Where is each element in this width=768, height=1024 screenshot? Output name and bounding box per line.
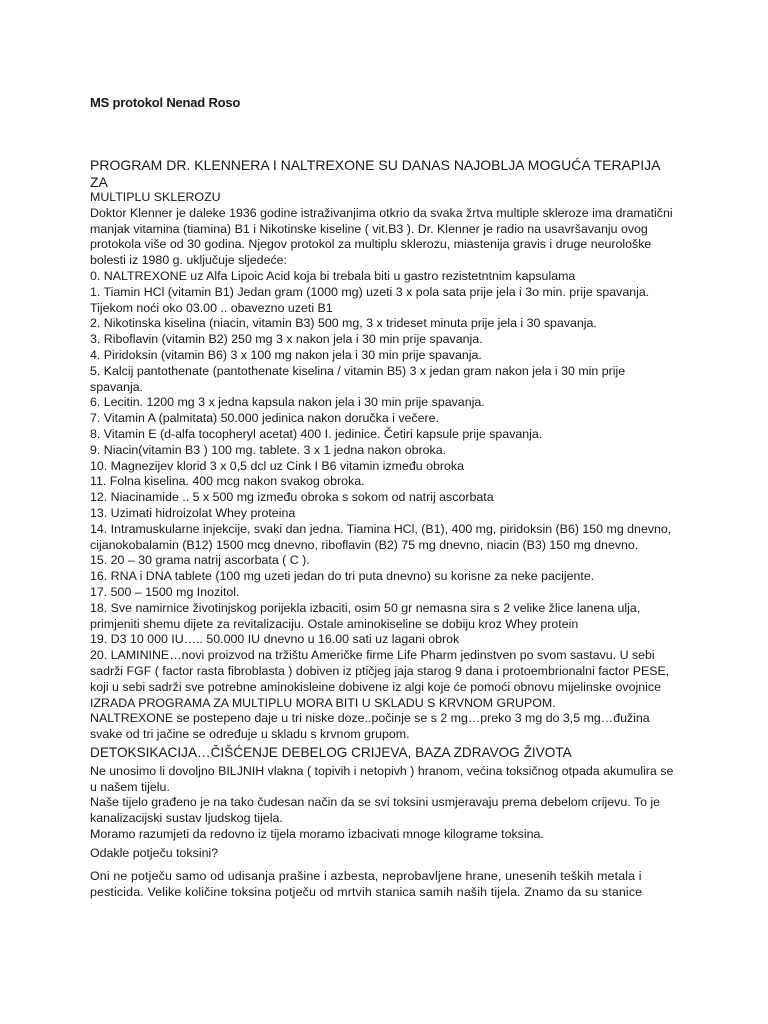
list-item: 8. Vitamin E (d-alfa tocopheryl acetat) 400 I. jedinice. Četiri kapsule prije spavanja. <box>90 426 543 441</box>
document-body <box>90 157 680 900</box>
list-item: 1. Tiamin HCl (vitamin B1) Jedan gram (1000 mg) uzeti 3 x pola sata prije jela i 3o min. prije spavanja. Tijekom noći oko 03.00 .. obavezno uzeti B1 <box>90 284 650 315</box>
main-heading: PROGRAM DR. KLENNERA I NALTREXONE SU DANAS NAJOBLJA MOGUĆA TERAPIJA ZA <box>90 157 660 190</box>
detox-heading: DETOKSIKACIJA…ČIŠĆENJE DEBELOG CRIJEVA, BAZA ZDRAVOG ŽIVOTA <box>90 744 572 760</box>
list-item: 19. D3 10 000 IU….. 50.000 IU dnevno u 16.00 sati uz lagani obrok <box>90 632 460 647</box>
list-item: 20. LAMININE…novi proizvod na tržištu Američke firme Life Pharm jedinstven po svom sastavu. U sebi sadrži FGF ( factor rasta fibroblasta ) dobiven iz ptičjeg jaja starog 9 dana i protoembrionalni factor PESE, koji u sebi sadrži sve potrebne aminokisleine dobivene iz algi koje će pomoći obnovu mijelinske ovojnice <box>90 648 670 694</box>
blood-group-note: IZRADA PROGRAMA ZA MULTIPLU MORA BITI U SKLADU S KRVNOM GRUPOM. <box>90 695 556 710</box>
list-item: 10. Magnezijev klorid 3 x 0,5 dcl uz Cink I B6 vitamin između obroka <box>90 458 464 473</box>
list-item: 16. RNA i DNA tablete (100 mg uzeti jedan do tri puta dnevno) su korisne za neke pacijente. <box>90 569 595 584</box>
detox-paragraph-3: Moramo razumjeti da redovno iz tijela moramo izbacivati mnoge kilograme toksina. <box>90 827 544 842</box>
protocol-list <box>90 269 680 696</box>
list-item: 7. Vitamin A (palmitata) 50.000 jedinica nakon doručka i večere. <box>90 411 439 426</box>
list-item: 11. Folna kiselina. 400 mcg nakon svakog obroka. <box>90 474 365 489</box>
list-item: 18. Sve namirnice životinjskog porijekla izbaciti, osim 50 gr nemasna sira s 2 velike žlice lanena ulja, primjeniti shemu dijete za revitalizaciju. Ostale aminokiseline se dobiju kroz Whey protein <box>90 600 641 631</box>
naltrexone-note: NALTREXONE se postepeno daje u tri niske doze..počinje se s 2 mg…preko 3 mg do 3,5 mg…đužina svake od tri jačine se određuje u skladu s krvnom grupom. <box>90 711 650 742</box>
list-item: 0. NALTREXONE uz Alfa Lipoic Acid koja bi trebala biti u gastro rezistetntnim kapsulama <box>90 268 576 283</box>
list-item: 13. Uzimati hidroizolat Whey proteina <box>90 505 296 520</box>
list-item: 15. 20 – 30 grama natrij ascorbata ( C ). <box>90 553 310 568</box>
document-title: MS protokol Nenad Roso <box>90 95 241 110</box>
list-item: 2. Nikotinska kiselina (niacin, vitamin B3) 500 mg, 3 x trideset minuta prije jela i 30 spavanja. <box>90 316 597 331</box>
main-heading-continued: MULTIPLU SKLEROZU <box>90 190 221 204</box>
list-item: 14. Intramuskularne injekcije, svaki dan jedna. Tiamina HCl, (B1), 400 mg, piridoksin (B6) 150 mg dnevno, cijanokobalamin (B12) 1500 mcg dnevno, riboflavin (B2) 75 mg dnevno, niacin (B3) 150 mg dnevno. <box>90 521 672 552</box>
toxins-answer: Oni ne potječu samo od udisanja prašine i azbesta, neprobavljene hrane, unesenih teških metala i pesticida. Velike količine toksina potječu od mrtvih stanica samih naših tijela. Znamo da su stanice <box>90 868 643 899</box>
list-item: 3. Riboflavin (vitamin B2) 250 mg 3 x nakon jela i 30 min prije spavanja. <box>90 332 483 347</box>
list-item: 5. Kalcij pantothenate (pantothenate kiselina / vitamin B5) 3 x jedan gram nakon jela i 30 min prije spavanja. <box>90 363 626 394</box>
list-item: 9. Niacin(vitamin B3 ) 100 mg. tablete. 3 x 1 jedna nakon obroka. <box>90 442 447 457</box>
detox-paragraph-1: Ne unosimo li dovoljno BILJNIH vlakna ( topivih i netopivh ) hranom, većina toksičnog otpada akumulira se u našem tijelu. <box>90 763 674 794</box>
list-item: 12. Niacinamide .. 5 x 500 mg između obroka s sokom od natrij ascorbata <box>90 490 494 505</box>
list-item: 4. Piridoksin (vitamin B6) 3 x 100 mg nakon jela i 30 min prije spavanja. <box>90 347 482 362</box>
detox-paragraph-2: Naše tijelo građeno je na tako čudesan način da se svi toksini usmjeravaju prema debelom crijevu. To je kanalizacijski sustav ljudskog tijela. <box>90 795 661 826</box>
list-item: 17. 500 – 1500 mg Inozitol. <box>90 584 240 599</box>
toxins-question: Odakle potječu toksini? <box>90 845 219 860</box>
list-item: 6. Lecitin. 1200 mg 3 x jedna kapsula nakon jela i 30 min prije spavanja. <box>90 395 485 410</box>
intro-paragraph: Doktor Klenner je daleke 1936 godine istraživanjima otkrio da svaka žrtva multiple skleroze ima dramatični manjak vitamina (tiamina) B1 i Nikotinske kiseline ( vit.B3 ). Dr. Klenner je radio na usavršavanju ovog protokola više od 30 godina. Njegov protokol za multiplu sklerozu, miastenija gravis i druge neurološke bolesti iz 1980 g. uključuje sljedeće: <box>90 205 673 268</box>
